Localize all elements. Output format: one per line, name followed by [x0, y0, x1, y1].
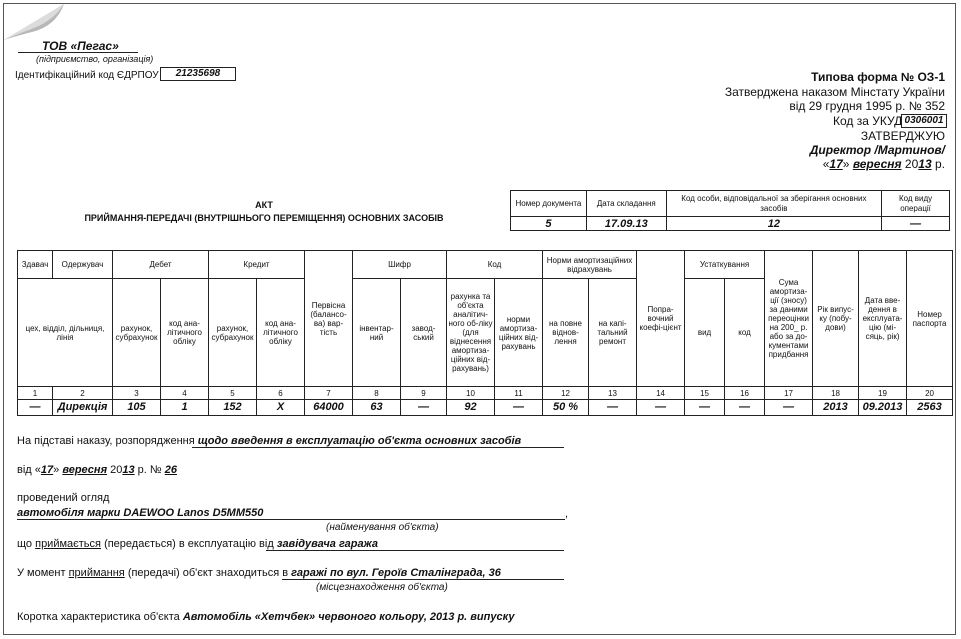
hdr-equipment: Устаткування: [685, 251, 765, 279]
org-caption: (підприємство, організація): [36, 54, 154, 64]
approval-year-prefix: 20: [904, 157, 919, 171]
cell-debit-analytic: 1: [161, 400, 209, 416]
sub-factory: завод-ський: [401, 279, 447, 387]
approved-line-1: Затверджена наказом Мінстату України: [724, 85, 945, 99]
order-month: вересня: [62, 464, 108, 476]
ukud-label: Код за УКУД: [833, 114, 903, 128]
order-year-suffix: 13: [122, 464, 135, 476]
from-open-quote: «: [34, 464, 41, 476]
location-line: [17, 567, 501, 579]
approve-word: ЗАТВЕРДЖУЮ: [860, 129, 945, 143]
document-page: [3, 3, 956, 635]
short-char-line: [17, 611, 514, 623]
accept-underline: [266, 550, 564, 551]
hdr-amort-norms: Норми амортизаційних відрахувань: [543, 251, 637, 279]
cell-passport: 2563: [907, 400, 953, 416]
short-value: Автомобіль «Хетчбек» червоного кольору, 2013 р. випуску: [182, 611, 515, 623]
col-number: 6: [257, 387, 305, 400]
form-title: Типова форма № ОЗ-1: [811, 70, 945, 84]
cell-analytic-account: 92: [447, 400, 495, 416]
cell-credit-analytic: Х: [257, 400, 305, 416]
cell-initial-cost: 64000: [305, 400, 353, 416]
location-word: приймання: [68, 567, 125, 579]
edrpou-value: 21235698: [160, 67, 236, 81]
hdr-receiver: Одержувач: [53, 251, 113, 279]
hdr-correction: Попра-вочний коефі-цієнт: [637, 251, 685, 387]
col-number: 13: [589, 387, 637, 400]
doc-value-operation-code: —: [882, 217, 950, 231]
doc-header-operation-code: Код виду операції: [882, 191, 950, 217]
col-number: 1: [18, 387, 53, 400]
cell-correction: —: [637, 400, 685, 416]
cell-eq-code: —: [725, 400, 765, 416]
col-number: 20: [907, 387, 953, 400]
col-number: 8: [353, 387, 401, 400]
from-label: від: [17, 464, 32, 476]
doc-value-person-code: 12: [666, 217, 881, 231]
col-number: 15: [685, 387, 725, 400]
order-year-label: р. №: [137, 464, 162, 476]
basis-line: [17, 435, 521, 447]
col-number: 2: [53, 387, 113, 400]
sub-credit-account: рахунок, субрахунок: [209, 279, 257, 387]
org-name-line: [18, 52, 138, 53]
cell-eq-kind: —: [685, 400, 725, 416]
approval-year-suffix: 13: [918, 157, 932, 171]
from-close-quote: »: [53, 464, 60, 476]
approval-year-end: р.: [934, 157, 945, 171]
location-label-2: (передачі) об'єкт знаходиться в: [127, 567, 289, 579]
approver: Директор /Мартинов/: [809, 143, 945, 157]
hdr-amort-sum: Сума амортиза-ції (зносу) за даними переоцінки на 200_ р. або за до-кументами придбання: [765, 251, 813, 387]
hdr-credit: Кредит: [209, 251, 305, 279]
basis-label: На підставі наказу,: [17, 435, 113, 447]
cell-debit-account: 105: [113, 400, 161, 416]
approval-month: вересня: [852, 157, 902, 171]
page-curl-icon: [4, 4, 74, 44]
hdr-code: Код: [447, 251, 543, 279]
basis-struck: розпорядження: [115, 435, 195, 447]
sub-analytic-account: рахунка та об'єкта аналітич-ного об-ліку (для віднесення амортиза-ційних від-рахувань): [447, 279, 495, 387]
hdr-giver: Здавач: [18, 251, 53, 279]
object-caption: (найменування об'єкта): [326, 522, 439, 533]
col-number: 14: [637, 387, 685, 400]
basis-underline: [192, 447, 564, 448]
object-underline: [17, 519, 565, 520]
cell-amort-sum: —: [765, 400, 813, 416]
accept-word: приймається: [35, 538, 101, 550]
doc-header-number: Номер документа: [511, 191, 587, 217]
approval-date: [823, 157, 945, 171]
approval-day: 17: [829, 157, 843, 171]
accept-line: [17, 538, 378, 550]
col-number: 19: [859, 387, 907, 400]
hdr-cipher: Шифр: [353, 251, 447, 279]
cell-full-recovery: 50 %: [543, 400, 589, 416]
hdr-debit: Дебет: [113, 251, 209, 279]
hdr-initial-cost: Первісна (балансо-ва) вар-тість: [305, 251, 353, 387]
act-title-line-1: АКТ: [255, 200, 273, 210]
order-number: 26: [164, 464, 178, 476]
doc-value-date: 17.09.13: [586, 217, 666, 231]
col-number: 17: [765, 387, 813, 400]
col-number: 12: [543, 387, 589, 400]
order-date-line: [17, 464, 177, 476]
location-caption: (місцезнаходження об'єкта): [316, 582, 448, 593]
sub-inventory: інвентар-ний: [353, 279, 401, 387]
edrpou-label: Ідентифікаційний код ЄДРПОУ: [15, 70, 159, 81]
sub-shop: цех, відділ, дільниця, лінія: [18, 279, 113, 387]
cell-inventory: 63: [353, 400, 401, 416]
cell-capital-repair: —: [589, 400, 637, 416]
date-open-quote: «: [822, 157, 830, 171]
inspection-label: проведений огляд: [17, 492, 110, 504]
act-title-line-2: ПРИЙМАННЯ-ПЕРЕДАЧІ (ВНУТРІШНЬОГО ПЕРЕМІЩЕННЯ) ОСНОВНИХ ЗАСОБІВ: [84, 213, 444, 223]
col-number: 7: [305, 387, 353, 400]
cell-commission-date: 09.2013: [859, 400, 907, 416]
order-day: 17: [40, 464, 54, 476]
short-label: Коротка характеристика об'єкта: [17, 611, 180, 623]
accept-value: завідувача гаража: [276, 538, 378, 550]
col-number: 4: [161, 387, 209, 400]
col-number: 9: [401, 387, 447, 400]
location-label-1: У момент: [17, 567, 66, 579]
doc-info-table: [510, 190, 950, 231]
sub-credit-analytic: код ана-літичного обліку: [257, 279, 305, 387]
hdr-release-year: Рік випус-ку (побу-дови): [813, 251, 859, 387]
cell-factory: —: [401, 400, 447, 416]
col-number: 11: [495, 387, 543, 400]
org-name: ТОВ «Пегас»: [42, 39, 119, 53]
sub-kind: вид: [685, 279, 725, 387]
sub-debit-analytic: код ана-літичного обліку: [161, 279, 209, 387]
col-number: 5: [209, 387, 257, 400]
object-comma: ,: [565, 508, 569, 520]
cell-giver: —: [18, 400, 53, 416]
hdr-passport: Номер паспорта: [907, 251, 953, 387]
cell-receiver: Дирекція: [53, 400, 113, 416]
sub-eq-code: код: [725, 279, 765, 387]
cell-release-year: 2013: [813, 400, 859, 416]
sub-amort-norm-code: норми амортиза-ційних від-рахувань: [495, 279, 543, 387]
sub-full-recovery: на повне віднов-лення: [543, 279, 589, 387]
hdr-commission-date: Дата вве-дення в експлуата-цію (мі-сяць, рік): [859, 251, 907, 387]
sub-debit-account: рахунок, субрахунок: [113, 279, 161, 387]
cell-amort-norm-code: —: [495, 400, 543, 416]
col-number: 16: [725, 387, 765, 400]
doc-header-person-code: Код особи, відповідальної за зберігання основних засобів: [666, 191, 881, 217]
table-row: [18, 400, 953, 416]
order-year-prefix: 20: [110, 464, 123, 476]
doc-header-date: Дата складання: [586, 191, 666, 217]
ukud-value: 0306001: [901, 114, 947, 128]
location-underline: [282, 579, 564, 580]
object-name: автомобіля марки DAEWOO Lanos D5MM550: [17, 507, 264, 519]
cell-credit-account: 152: [209, 400, 257, 416]
col-number: 3: [113, 387, 161, 400]
main-assets-table: [17, 250, 953, 416]
date-close-quote: »: [842, 157, 850, 171]
sub-capital-repair: на капі-тальний ремонт: [589, 279, 637, 387]
accept-label-2: (передається) в експлуатацію від: [104, 538, 274, 550]
col-number: 10: [447, 387, 495, 400]
col-number: 18: [813, 387, 859, 400]
basis-value: щодо введення в експлуатацію об'єкта основних засобів: [197, 435, 522, 447]
location-value: гаражі по вул. Героїв Сталінграда, 36: [291, 567, 501, 579]
doc-value-number: 5: [511, 217, 587, 231]
accept-label-1: що: [17, 538, 33, 550]
approved-line-2: від 29 грудня 1995 р. № 352: [789, 99, 945, 113]
